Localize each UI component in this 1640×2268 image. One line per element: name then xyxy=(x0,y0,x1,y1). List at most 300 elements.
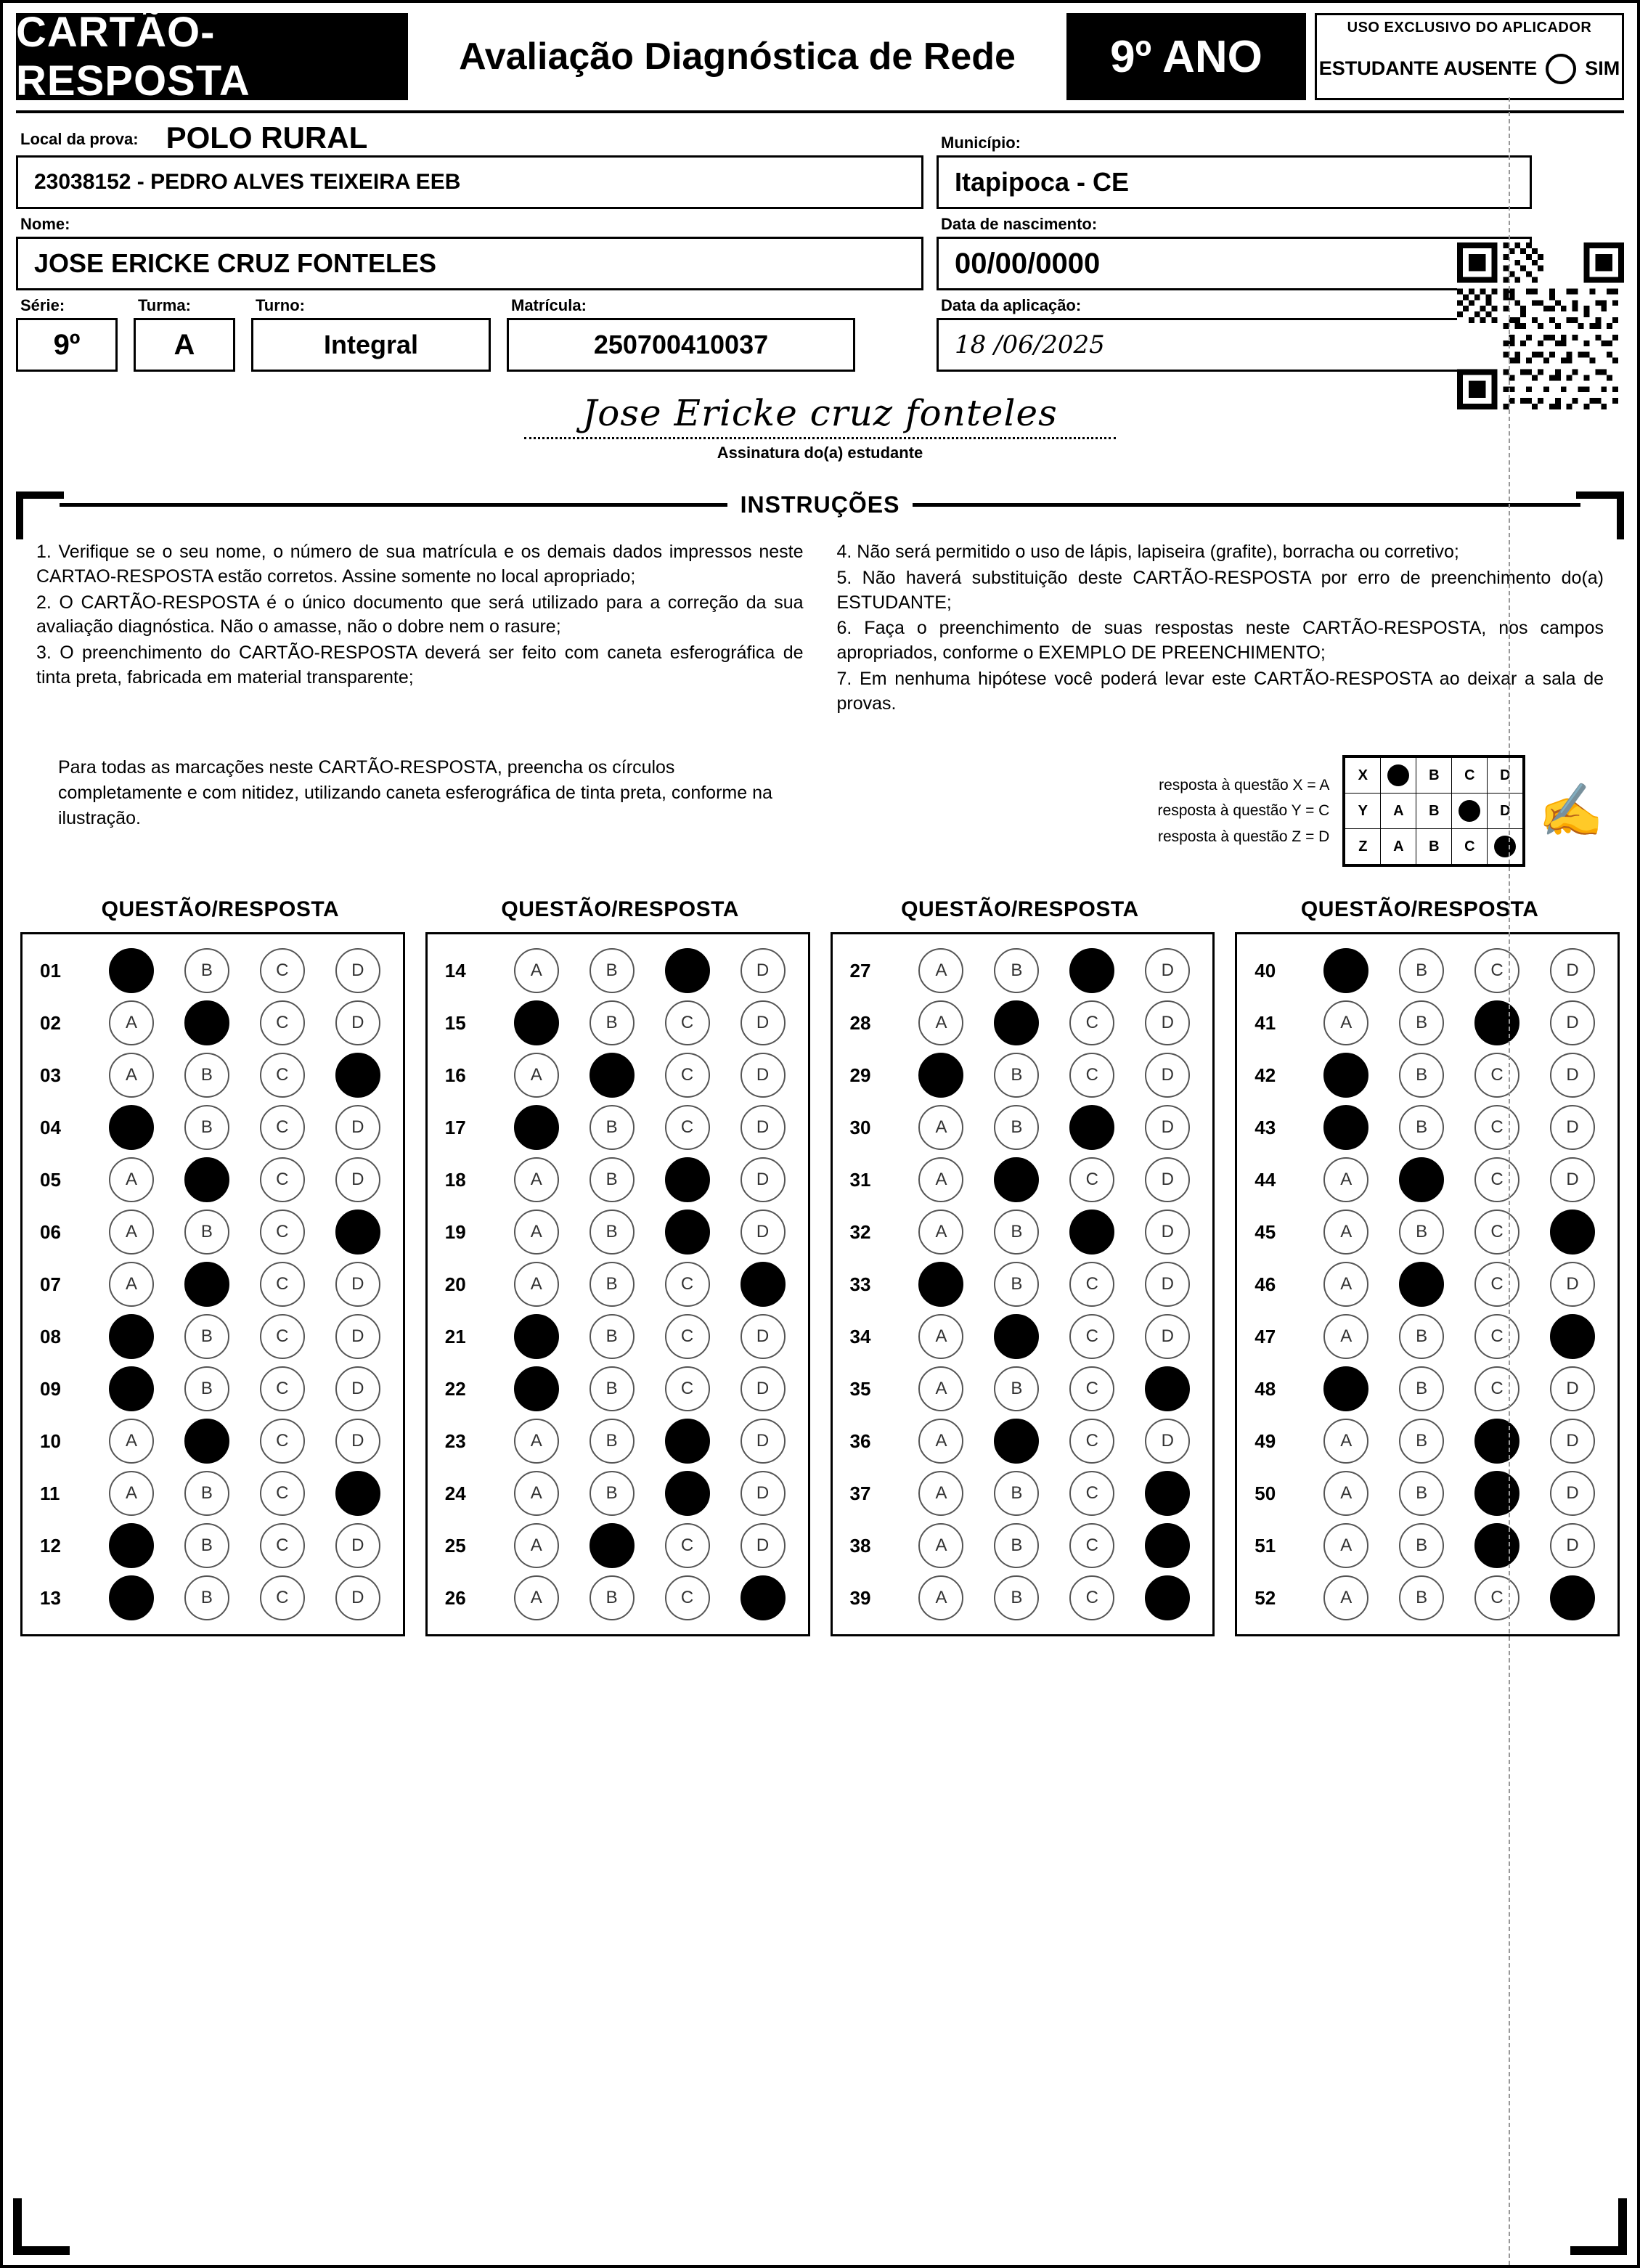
option-bubble-b[interactable]: B xyxy=(589,1471,635,1516)
option-bubble-c[interactable]: C xyxy=(260,1157,305,1202)
option-bubble-d[interactable]: D xyxy=(741,1366,786,1411)
question-row xyxy=(840,1101,1206,1154)
option-bubble-d[interactable]: D xyxy=(741,1157,786,1202)
answer-column-2 xyxy=(425,932,810,1636)
question-row xyxy=(30,1258,396,1310)
option-bubble-a[interactable]: A xyxy=(1323,1419,1368,1464)
option-bubble-a[interactable]: A xyxy=(109,1210,154,1255)
option-bubble-b[interactable]: B xyxy=(994,1053,1039,1098)
option-bubble-d[interactable]: D xyxy=(335,1262,380,1307)
option-bubble-b[interactable]: B xyxy=(589,1419,635,1464)
option-bubble-a[interactable]: A xyxy=(109,1419,154,1464)
option-bubble-b-marked[interactable]: B xyxy=(1399,1262,1444,1307)
question-number: 23 xyxy=(444,1429,466,1452)
option-bubble-d[interactable]: D xyxy=(741,1000,786,1045)
option-bubble-a-marked[interactable]: A xyxy=(514,1314,559,1359)
option-bubble-d[interactable]: D xyxy=(1550,1419,1595,1464)
option-bubble-a[interactable]: A xyxy=(514,1575,559,1620)
option-bubble-c[interactable]: C xyxy=(665,1314,710,1359)
option-bubble-c[interactable]: C xyxy=(665,1523,710,1568)
option-bubble-b[interactable]: B xyxy=(184,1053,229,1098)
instructions-title: INSTRUÇÕES xyxy=(740,491,900,518)
option-bubble-d-marked[interactable]: D xyxy=(1145,1575,1190,1620)
column-header: QUESTÃO/RESPOSTA xyxy=(501,897,739,922)
option-bubble-a[interactable]: A xyxy=(514,1523,559,1568)
example-grid xyxy=(1342,755,1525,867)
option-bubble-a-marked[interactable]: A xyxy=(1323,1053,1368,1098)
option-bubble-d-marked[interactable]: D xyxy=(1550,1575,1595,1620)
option-bubble-d-marked[interactable]: D xyxy=(741,1575,786,1620)
option-bubble-b-marked[interactable]: B xyxy=(589,1053,635,1098)
option-bubble-c[interactable]: C xyxy=(1474,1262,1519,1307)
option-bubble-b[interactable]: B xyxy=(1399,1523,1444,1568)
option-bubble-c[interactable]: C xyxy=(1069,1262,1114,1307)
option-bubble-a[interactable]: A xyxy=(918,1157,963,1202)
option-bubble-a[interactable]: A xyxy=(918,1575,963,1620)
option-bubble-c[interactable]: C xyxy=(1474,1053,1519,1098)
option-bubble-c[interactable]: C xyxy=(260,1105,305,1150)
option-bubble-a[interactable]: A xyxy=(918,1210,963,1255)
option-bubble-a-marked[interactable]: A xyxy=(514,1366,559,1411)
option-bubbles xyxy=(1308,1210,1610,1255)
option-bubble-c[interactable]: C xyxy=(665,1262,710,1307)
question-row xyxy=(435,1520,801,1572)
question-number: 10 xyxy=(40,1429,61,1452)
option-bubble-a-marked[interactable]: A xyxy=(109,1105,154,1150)
option-bubble-d[interactable]: D xyxy=(1550,1105,1595,1150)
option-bubble-a-marked[interactable]: A xyxy=(918,1262,963,1307)
option-bubble-b[interactable]: B xyxy=(994,948,1039,993)
question-row xyxy=(435,997,801,1049)
option-bubbles xyxy=(1308,1262,1610,1307)
fill-example-illustration xyxy=(1158,755,1604,867)
option-bubble-a[interactable]: A xyxy=(514,948,559,993)
answer-column-3 xyxy=(831,932,1215,1636)
question-number: 41 xyxy=(1255,1011,1276,1034)
option-bubble-c[interactable]: C xyxy=(260,1314,305,1359)
option-bubble-b[interactable]: B xyxy=(589,1366,635,1411)
question-row xyxy=(1244,1415,1610,1467)
question-row xyxy=(30,1206,396,1258)
option-bubble-b[interactable]: B xyxy=(1399,1105,1444,1150)
question-row xyxy=(840,945,1206,997)
option-bubble-d[interactable]: D xyxy=(1145,1157,1190,1202)
question-number: 15 xyxy=(444,1011,466,1034)
option-bubble-d[interactable]: D xyxy=(741,1105,786,1150)
matricula-field: 250700410037 xyxy=(507,318,855,372)
option-bubbles xyxy=(499,1419,801,1464)
option-bubble-a[interactable]: A xyxy=(918,1523,963,1568)
option-bubble-b[interactable]: B xyxy=(994,1471,1039,1516)
question-number: 40 xyxy=(1255,959,1276,982)
option-bubble-a[interactable]: A xyxy=(514,1053,559,1098)
option-bubble-a[interactable]: A xyxy=(109,1000,154,1045)
fill-example-legend xyxy=(1158,772,1330,850)
example-bubble: B xyxy=(1416,829,1452,865)
question-row xyxy=(840,1310,1206,1363)
option-bubble-d[interactable]: D xyxy=(741,948,786,993)
question-number: 08 xyxy=(40,1325,61,1347)
option-bubble-b[interactable]: B xyxy=(1399,1419,1444,1464)
option-bubble-a[interactable]: A xyxy=(1323,1157,1368,1202)
question-row xyxy=(30,1154,396,1206)
option-bubble-d-marked[interactable]: D xyxy=(1145,1523,1190,1568)
option-bubble-d[interactable]: D xyxy=(335,1000,380,1045)
option-bubble-d[interactable]: D xyxy=(1145,1419,1190,1464)
question-number: 31 xyxy=(849,1168,871,1191)
option-bubble-b-marked[interactable]: B xyxy=(994,1314,1039,1359)
option-bubble-a[interactable]: A xyxy=(109,1053,154,1098)
question-number: 27 xyxy=(849,959,871,982)
option-bubble-b[interactable]: B xyxy=(1399,1575,1444,1620)
option-bubble-a[interactable]: A xyxy=(918,1314,963,1359)
option-bubble-b-marked[interactable]: B xyxy=(1399,1157,1444,1202)
absent-row[interactable] xyxy=(1317,39,1622,98)
option-bubble-c[interactable]: C xyxy=(260,948,305,993)
option-bubble-b-marked[interactable]: B xyxy=(994,1157,1039,1202)
question-row xyxy=(1244,997,1610,1049)
option-bubble-a[interactable]: A xyxy=(1323,1262,1368,1307)
option-bubble-b-marked[interactable]: B xyxy=(184,1262,229,1307)
option-bubble-c[interactable]: C xyxy=(260,1366,305,1411)
option-bubbles xyxy=(499,1471,801,1516)
option-bubble-d[interactable]: D xyxy=(335,1575,380,1620)
option-bubble-c[interactable]: C xyxy=(1069,1575,1114,1620)
option-bubble-c[interactable]: C xyxy=(1474,948,1519,993)
question-number: 16 xyxy=(444,1064,466,1086)
option-bubble-b-marked[interactable]: B xyxy=(994,1419,1039,1464)
option-bubbles xyxy=(904,1471,1206,1516)
option-bubble-d-marked[interactable]: D xyxy=(1550,1314,1595,1359)
option-bubble-a[interactable]: A xyxy=(1323,1314,1368,1359)
signature-value: Jose Ericke cruz fonteles xyxy=(524,392,1116,439)
option-bubble-d-marked[interactable]: D xyxy=(741,1262,786,1307)
option-bubble-c[interactable]: C xyxy=(1069,1000,1114,1045)
municipio-field: Itapipoca - CE xyxy=(937,155,1532,209)
option-bubble-c[interactable]: C xyxy=(1069,1419,1114,1464)
option-bubble-b[interactable]: B xyxy=(184,1575,229,1620)
option-bubble-b-marked[interactable]: B xyxy=(184,1157,229,1202)
option-bubble-c[interactable]: C xyxy=(1474,1210,1519,1255)
option-bubble-c[interactable]: C xyxy=(1474,1157,1519,1202)
option-bubble-a[interactable]: A xyxy=(109,1471,154,1516)
option-bubble-d-marked[interactable]: D xyxy=(1145,1471,1190,1516)
option-bubble-a[interactable]: A xyxy=(918,1105,963,1150)
option-bubble-d[interactable]: D xyxy=(1145,1105,1190,1150)
option-bubble-c[interactable]: C xyxy=(260,1210,305,1255)
option-bubble-c-marked[interactable]: C xyxy=(665,1210,710,1255)
option-bubble-a-marked[interactable]: A xyxy=(109,948,154,993)
option-bubble-b[interactable]: B xyxy=(184,1471,229,1516)
option-bubble-b[interactable]: B xyxy=(184,1314,229,1359)
option-bubble-c[interactable]: C xyxy=(260,1471,305,1516)
option-bubbles xyxy=(94,1105,396,1150)
question-number: 42 xyxy=(1255,1064,1276,1086)
option-bubble-c[interactable]: C xyxy=(665,1000,710,1045)
option-bubble-d[interactable]: D xyxy=(741,1523,786,1568)
option-bubble-d[interactable]: D xyxy=(335,1419,380,1464)
instruction-item: 7. Em nenhuma hipótese você poderá levar este CARTÃO-RESPOSTA ao deixar a sala de provas. xyxy=(836,668,1604,714)
option-bubble-d[interactable]: D xyxy=(741,1314,786,1359)
option-bubble-d[interactable]: D xyxy=(335,1157,380,1202)
turno-label: Turno: xyxy=(256,296,306,314)
option-bubble-d[interactable]: D xyxy=(741,1053,786,1098)
example-bubble: A xyxy=(1381,794,1416,829)
option-bubble-c-marked[interactable]: C xyxy=(1474,1419,1519,1464)
question-number: 36 xyxy=(849,1429,871,1452)
option-bubble-c[interactable]: C xyxy=(665,1575,710,1620)
option-bubble-a[interactable]: A xyxy=(918,1471,963,1516)
nome-field: JOSE ERICKE CRUZ FONTELES xyxy=(16,237,923,290)
local-value: POLO RURAL xyxy=(166,121,368,155)
option-bubble-d[interactable]: D xyxy=(741,1210,786,1255)
question-row xyxy=(435,1363,801,1415)
option-bubble-c[interactable]: C xyxy=(260,1575,305,1620)
option-bubbles xyxy=(1308,1419,1610,1464)
question-row xyxy=(1244,1520,1610,1572)
option-bubble-c-marked[interactable]: C xyxy=(1474,1000,1519,1045)
instruction-item: 1. Verifique se o seu nome, o número de sua matrícula e os demais dados impressos neste CARTAO-RESPOSTA estão corretos. Assine somente no local apropriado; xyxy=(36,542,804,587)
option-bubble-b[interactable]: B xyxy=(1399,1053,1444,1098)
instruction-item: 6. Faça o preenchimento de suas respostas neste CARTÃO-RESPOSTA, nos campos apropriados, conforme o EXEMPLO DE PREENCHIMENTO; xyxy=(836,618,1604,663)
option-bubbles xyxy=(94,1314,396,1359)
option-bubble-b[interactable]: B xyxy=(589,1000,635,1045)
option-bubble-b[interactable]: B xyxy=(184,1210,229,1255)
option-bubble-b[interactable]: B xyxy=(589,948,635,993)
option-bubble-d[interactable]: D xyxy=(1550,1471,1595,1516)
option-bubble-a[interactable]: A xyxy=(514,1471,559,1516)
option-bubble-b[interactable]: B xyxy=(1399,1314,1444,1359)
option-bubbles xyxy=(94,1575,396,1620)
option-bubble-a[interactable]: A xyxy=(918,1000,963,1045)
option-bubble-d-marked[interactable]: D xyxy=(335,1210,380,1255)
instructions-rule-left xyxy=(60,503,727,507)
option-bubble-c-marked[interactable]: C xyxy=(1474,1471,1519,1516)
option-bubbles xyxy=(94,1157,396,1202)
option-bubble-c[interactable]: C xyxy=(260,1419,305,1464)
option-bubble-c[interactable]: C xyxy=(1474,1314,1519,1359)
option-bubble-a[interactable]: A xyxy=(514,1419,559,1464)
option-bubble-b[interactable]: B xyxy=(589,1105,635,1150)
option-bubble-b[interactable]: B xyxy=(994,1523,1039,1568)
question-row xyxy=(435,1572,801,1624)
option-bubble-a-marked[interactable]: A xyxy=(514,1000,559,1045)
answer-column-4 xyxy=(1235,932,1620,1636)
option-bubble-b[interactable]: B xyxy=(994,1575,1039,1620)
option-bubble-c[interactable]: C xyxy=(260,1523,305,1568)
option-bubble-a[interactable]: A xyxy=(109,1157,154,1202)
absent-bubble-icon[interactable] xyxy=(1546,54,1576,84)
option-bubble-b[interactable]: B xyxy=(184,948,229,993)
answer-grid[interactable] xyxy=(20,932,1620,1636)
option-bubble-c[interactable]: C xyxy=(1069,1471,1114,1516)
option-bubble-b[interactable]: B xyxy=(184,1105,229,1150)
option-bubble-c[interactable]: C xyxy=(1474,1366,1519,1411)
question-number: 34 xyxy=(849,1325,871,1347)
option-bubble-b-marked[interactable]: B xyxy=(589,1523,635,1568)
option-bubble-a-marked[interactable]: A xyxy=(109,1575,154,1620)
option-bubble-c-marked[interactable]: C xyxy=(665,1419,710,1464)
question-row xyxy=(435,1258,801,1310)
question-row xyxy=(840,1049,1206,1101)
option-bubble-c-marked[interactable]: C xyxy=(665,1471,710,1516)
option-bubble-d[interactable]: D xyxy=(1145,948,1190,993)
option-bubble-b[interactable]: B xyxy=(1399,1471,1444,1516)
question-number: 48 xyxy=(1255,1377,1276,1400)
question-row xyxy=(840,1258,1206,1310)
option-bubble-d[interactable]: D xyxy=(335,1105,380,1150)
legend-line: resposta à questão Y = C xyxy=(1157,802,1330,820)
option-bubble-b[interactable]: B xyxy=(589,1157,635,1202)
option-bubble-a-marked[interactable]: A xyxy=(514,1105,559,1150)
option-bubble-b[interactable]: B xyxy=(1399,948,1444,993)
option-bubble-a[interactable]: A xyxy=(918,948,963,993)
question-number: 22 xyxy=(444,1377,466,1400)
option-bubble-d[interactable]: D xyxy=(1550,1523,1595,1568)
option-bubble-d[interactable]: D xyxy=(741,1419,786,1464)
option-bubble-b[interactable]: B xyxy=(994,1210,1039,1255)
question-row xyxy=(435,1467,801,1520)
option-bubble-a[interactable]: A xyxy=(1323,1575,1368,1620)
example-bubble: C xyxy=(1452,758,1488,794)
question-number: 50 xyxy=(1255,1482,1276,1504)
question-number: 05 xyxy=(40,1168,61,1191)
option-bubble-d[interactable]: D xyxy=(1145,1210,1190,1255)
question-row xyxy=(435,1415,801,1467)
option-bubble-b[interactable]: B xyxy=(589,1314,635,1359)
option-bubble-b[interactable]: B xyxy=(994,1366,1039,1411)
instruction-item: 3. O preenchimento do CARTÃO-RESPOSTA deverá ser feito com caneta esferográfica de tinta preta, fabricada em material transparente; xyxy=(36,643,804,688)
option-bubble-b-marked[interactable]: B xyxy=(184,1419,229,1464)
question-row xyxy=(1244,1467,1610,1520)
option-bubble-a[interactable]: A xyxy=(1323,1523,1368,1568)
option-bubble-a[interactable]: A xyxy=(514,1262,559,1307)
option-bubble-c-marked[interactable]: C xyxy=(1069,948,1114,993)
option-bubble-d-marked[interactable]: D xyxy=(335,1053,380,1098)
option-bubble-d[interactable]: D xyxy=(335,1523,380,1568)
option-bubble-b[interactable]: B xyxy=(589,1262,635,1307)
option-bubbles xyxy=(94,1000,396,1045)
option-bubble-b[interactable]: B xyxy=(994,1105,1039,1150)
option-bubbles xyxy=(94,948,396,993)
option-bubble-b[interactable]: B xyxy=(184,1523,229,1568)
option-bubble-b[interactable]: B xyxy=(1399,1366,1444,1411)
option-bubble-c[interactable]: C xyxy=(260,1000,305,1045)
option-bubble-b[interactable]: B xyxy=(184,1366,229,1411)
option-bubble-d[interactable]: D xyxy=(1145,1000,1190,1045)
question-row xyxy=(840,1467,1206,1520)
option-bubble-c[interactable]: C xyxy=(260,1053,305,1098)
question-row xyxy=(435,1049,801,1101)
option-bubble-a-marked[interactable]: A xyxy=(1323,1105,1368,1150)
option-bubble-a-marked[interactable]: A xyxy=(1323,1366,1368,1411)
option-bubble-d[interactable]: D xyxy=(335,1314,380,1359)
option-bubble-c[interactable]: C xyxy=(665,1105,710,1150)
question-row xyxy=(30,997,396,1049)
option-bubble-c[interactable]: C xyxy=(1069,1157,1114,1202)
option-bubble-a[interactable]: A xyxy=(1323,1000,1368,1045)
option-bubble-d[interactable]: D xyxy=(1550,1157,1595,1202)
turma-field: A xyxy=(134,318,235,372)
option-bubble-c-marked[interactable]: C xyxy=(1069,1105,1114,1150)
question-row xyxy=(435,1101,801,1154)
example-bubble-marked xyxy=(1452,794,1488,829)
option-bubble-c[interactable]: C xyxy=(665,1053,710,1098)
option-bubbles xyxy=(904,1157,1206,1202)
option-bubble-d[interactable]: D xyxy=(335,1366,380,1411)
option-bubble-b[interactable]: B xyxy=(1399,1000,1444,1045)
option-bubble-a-marked[interactable]: A xyxy=(109,1523,154,1568)
option-bubble-c-marked[interactable]: C xyxy=(1069,1210,1114,1255)
option-bubble-d[interactable]: D xyxy=(741,1471,786,1516)
option-bubble-a-marked[interactable]: A xyxy=(918,1053,963,1098)
option-bubble-d-marked[interactable]: D xyxy=(1145,1366,1190,1411)
option-bubble-b-marked[interactable]: B xyxy=(994,1000,1039,1045)
example-bubble: B xyxy=(1416,758,1452,794)
option-bubble-a-marked[interactable]: A xyxy=(1323,948,1368,993)
instruction-item: 4. Não será permitido o uso de lápis, lapiseira (grafite), borracha ou corretivo; xyxy=(836,542,1459,562)
example-bubble: B xyxy=(1416,794,1452,829)
turma-label: Turma: xyxy=(138,296,191,314)
option-bubble-a[interactable]: A xyxy=(1323,1471,1368,1516)
option-bubble-b[interactable]: B xyxy=(589,1575,635,1620)
option-bubble-b[interactable]: B xyxy=(994,1262,1039,1307)
option-bubble-d[interactable]: D xyxy=(1550,1053,1595,1098)
option-bubble-c[interactable]: C xyxy=(1069,1523,1114,1568)
option-bubble-a-marked[interactable]: A xyxy=(109,1366,154,1411)
option-bubble-d[interactable]: D xyxy=(1550,1000,1595,1045)
option-bubble-d-marked[interactable]: D xyxy=(1550,1210,1595,1255)
option-bubble-d[interactable]: D xyxy=(1145,1262,1190,1307)
option-bubble-a[interactable]: A xyxy=(918,1366,963,1411)
option-bubble-c[interactable]: C xyxy=(1069,1053,1114,1098)
option-bubble-c[interactable]: C xyxy=(665,1366,710,1411)
option-bubble-a[interactable]: A xyxy=(514,1157,559,1202)
option-bubble-d[interactable]: D xyxy=(1550,1262,1595,1307)
example-bubble: D xyxy=(1488,794,1523,829)
option-bubble-a-marked[interactable]: A xyxy=(109,1314,154,1359)
option-bubble-b[interactable]: B xyxy=(589,1210,635,1255)
option-bubble-d[interactable]: D xyxy=(1550,948,1595,993)
question-number: 37 xyxy=(849,1482,871,1504)
option-bubble-c[interactable]: C xyxy=(1069,1314,1114,1359)
option-bubble-d[interactable]: D xyxy=(1145,1053,1190,1098)
question-row xyxy=(1244,1258,1610,1310)
option-bubble-a[interactable]: A xyxy=(109,1262,154,1307)
option-bubble-d-marked[interactable]: D xyxy=(335,1471,380,1516)
option-bubble-b[interactable]: B xyxy=(1399,1210,1444,1255)
qr-code-icon xyxy=(1457,242,1624,409)
option-bubble-a[interactable]: A xyxy=(1323,1210,1368,1255)
option-bubble-c[interactable]: C xyxy=(1474,1105,1519,1150)
option-bubble-a[interactable]: A xyxy=(918,1419,963,1464)
option-bubble-d[interactable]: D xyxy=(1145,1314,1190,1359)
question-number: 09 xyxy=(40,1377,61,1400)
option-bubble-c[interactable]: C xyxy=(1069,1366,1114,1411)
option-bubble-b-marked[interactable]: B xyxy=(184,1000,229,1045)
option-bubble-a[interactable]: A xyxy=(514,1210,559,1255)
question-number: 47 xyxy=(1255,1325,1276,1347)
option-bubble-d[interactable]: D xyxy=(1550,1366,1595,1411)
option-bubble-d[interactable]: D xyxy=(335,948,380,993)
option-bubble-c[interactable]: C xyxy=(260,1262,305,1307)
option-bubble-c-marked[interactable]: C xyxy=(665,1157,710,1202)
question-number: 04 xyxy=(40,1116,61,1138)
option-bubble-c-marked[interactable]: C xyxy=(1474,1523,1519,1568)
turno-field: Integral xyxy=(251,318,491,372)
option-bubble-c-marked[interactable]: C xyxy=(665,948,710,993)
option-bubble-c[interactable]: C xyxy=(1474,1575,1519,1620)
